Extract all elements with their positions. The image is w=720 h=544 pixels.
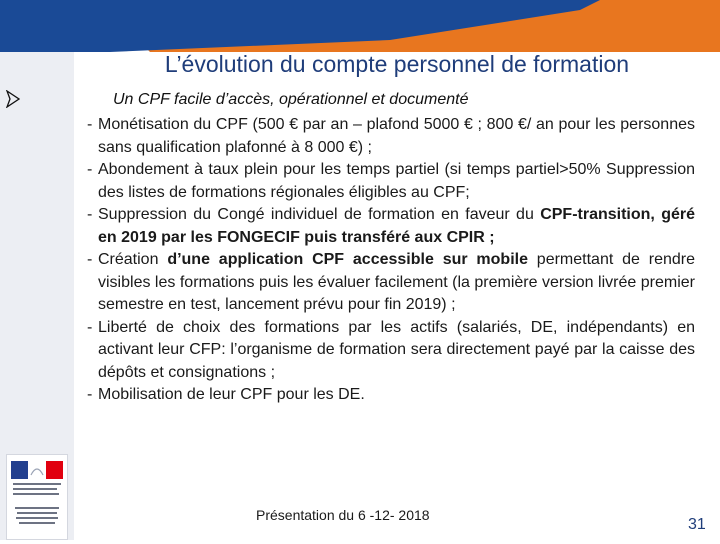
bullet-dash: -	[87, 206, 93, 223]
arrow-bullet-icon	[6, 90, 20, 108]
bullet-list	[0, 114, 720, 407]
bullet-text: Mobilisation de leur CPF pour les DE.	[98, 386, 365, 403]
bullet-item	[0, 317, 720, 385]
bullet-dash: -	[87, 386, 93, 403]
bullet-text: Monétisation du CPF (500 € par an – plafond 5000 € ; 800 €/ an pour les personnes sans qualification plafonné à 8 000 €) ;	[98, 116, 695, 156]
bullet-text: Suppression du Congé individuel de formation en faveur du	[98, 206, 541, 223]
bullet-text-bold: CPF-transition, géré en 2019 par les FONGECIF puis transféré aux CPIR ;	[98, 206, 696, 246]
prefecture-logo	[6, 454, 68, 540]
bullet-text: Abondement à taux plein pour les temps partiel (si temps partiel>50% Suppression des listes de formations régionales éligibles au CPF;	[98, 161, 695, 201]
bullet-item	[0, 159, 720, 204]
bullet-dash: -	[87, 116, 93, 133]
page-number: 31	[688, 516, 706, 533]
bullet-text-bold: d’une application CPF accessible sur mobile	[167, 251, 528, 268]
bullet-dash: -	[87, 251, 93, 268]
bullet-text: permettant de rendre visibles les formations puis les évaluer facilement (la première version livrée premier semestre en test, lancement prévu pour fin 2019) ;	[98, 251, 695, 313]
bullet-dash: -	[87, 318, 93, 336]
header-band	[0, 0, 720, 52]
bullet-dash: -	[87, 161, 93, 178]
subtitle: Un CPF facile d’accès, opérationnel et documenté	[113, 91, 469, 108]
bullet-item	[0, 204, 720, 249]
bullet-text: Liberté de choix des formations par les actifs (salariés, DE, indépendants) en activant leur CFP: l’organisme de formation sera directement payé par la caisse des dépôts et consignations ;	[98, 318, 695, 381]
bullet-item	[0, 114, 720, 159]
bullet-item	[0, 249, 720, 317]
bullet-item	[0, 384, 720, 407]
bullet-text: Création	[98, 251, 168, 268]
footer-date: Présentation du 6 -12- 2018	[256, 507, 430, 523]
slide-title: L’évolution du compte personnel de formation	[164, 51, 630, 77]
